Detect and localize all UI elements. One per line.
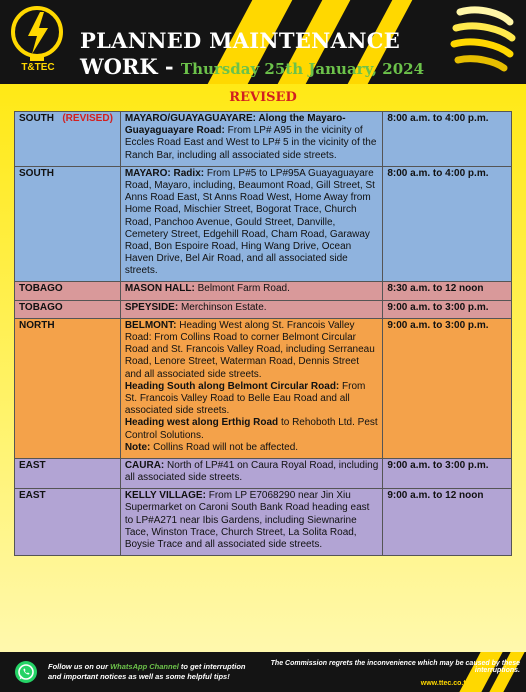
- apology-text: The Commission regrets the inconvenience which may be caused by these interruptions.: [270, 660, 520, 674]
- location-name: KELLY VILLAGE:: [124, 490, 206, 502]
- maintenance-date: Thursday 25th January, 2024: [180, 60, 425, 78]
- note-label: Note:: [124, 441, 151, 453]
- follow-text-post: to get interruption and important notices as well as some helpful tips!: [48, 662, 246, 682]
- location-cell: [120, 282, 383, 300]
- table-row: [15, 166, 512, 282]
- location-heading: Heading South along Belmont Circular Road:: [124, 380, 340, 392]
- website-link[interactable]: www.ttec.co.tt: [420, 680, 468, 687]
- area-cell: EAST: [15, 458, 121, 488]
- location-details: From St. Francois Valley Road to Belle Eau Road and all associated side streets.: [124, 380, 366, 417]
- location-cell: [120, 458, 383, 488]
- location-details: From LP#5 to LP#95A Guayaguayare Road, Mayaro, including, Beaumont Road, Gill Street, St Anns Road East, St Anns Road West, Home Away from Home Road, Mischier Street, Bogorat Trace, Church Road, Panchoo Avenue, Gould Street, Danville, Cemetery Street, Edgehill Road, Cham Road, Garaway Road, Bon Espoire Road, Hing Wang Drive, Ocean Haven Drive, Bel Air Road, and all associated side streets.: [124, 167, 375, 277]
- location-heading: Heading west along Erthig Road: [124, 417, 279, 429]
- area-revised-note: (REVISED): [62, 113, 113, 124]
- location-cell: [120, 489, 383, 556]
- time-cell: 9:00 a.m. to 12 noon: [383, 489, 512, 556]
- time-cell: 8:00 a.m. to 4:00 p.m.: [383, 166, 512, 282]
- area-cell: SOUTH: [15, 166, 121, 282]
- area-name: SOUTH: [19, 113, 54, 124]
- area-cell: TOBAGO: [15, 300, 121, 318]
- location-details: to Rehoboth Ltd. Pest Control Solutions.: [124, 417, 378, 441]
- area-cell: EAST: [15, 489, 121, 556]
- table-row: [15, 318, 512, 458]
- location-details: From LP# A95 in the vicinity of Eccles Road East and West to LP# 5 in the vicinity of the Ranch Bar, including all associated side streets.: [124, 125, 377, 161]
- time-cell: 8:30 a.m. to 12 noon: [383, 282, 512, 300]
- note-text: Collins Road will not be affected.: [150, 441, 299, 453]
- follow-text-pre: Follow us on our: [48, 662, 111, 671]
- header-banner: [0, 0, 526, 84]
- time-cell: 9:00 a.m. to 3:00 p.m.: [383, 318, 512, 458]
- location-cell: [120, 300, 383, 318]
- area-cell: TOBAGO: [15, 282, 121, 300]
- location-name: BELMONT:: [124, 319, 177, 331]
- title-work: WORK -: [80, 54, 174, 79]
- revised-label: REVISED: [229, 90, 297, 105]
- location-name: MAYARO: Radix:: [124, 167, 205, 179]
- location-details: North of LP#41 on Caura Royal Road, including all associated side streets.: [124, 459, 379, 484]
- location-details: From LP E7068290 near Jin Xiu Supermarket on Caroni South Bank Road heading east to LP#A271 near Ibis Gardens, including Siewnarine Tace, Winston Trace, Church Street, La Solita Road, Boysie Trace and all associated side streets.: [124, 490, 370, 550]
- footer-bar: [0, 652, 526, 692]
- location-details: Belmont Farm Road.: [194, 283, 290, 295]
- table-row: [15, 112, 512, 167]
- table-row: [15, 489, 512, 556]
- maintenance-table: [14, 111, 512, 556]
- location-details: Heading West along St. Francois Valley Road: From Collins Road to corner Belmont Circular Road and St. Francois Valley Road, including Serraneau Road, Lenore Street, Waterman Road, Dennis Street and all associated side streets.: [124, 319, 375, 380]
- table-row: [15, 282, 512, 300]
- whatsapp-icon[interactable]: [14, 660, 38, 684]
- whatsapp-follow-text: [48, 662, 253, 682]
- table-row: [15, 300, 512, 318]
- page-title-line1: PLANNED MAINTENANCE: [80, 28, 401, 53]
- location-name: MASON HALL:: [124, 283, 195, 295]
- time-cell: 9:00 a.m. to 3:00 p.m.: [383, 300, 512, 318]
- table-row: [15, 458, 512, 488]
- time-cell: 8:00 a.m. to 4:00 p.m.: [383, 112, 512, 167]
- time-cell: 9:00 a.m. to 3:00 p.m.: [383, 458, 512, 488]
- location-cell: [120, 166, 383, 282]
- location-cell: [120, 318, 383, 458]
- location-cell: [120, 112, 383, 167]
- area-cell: NORTH: [15, 318, 121, 458]
- logo-text: T&TEC: [21, 62, 55, 73]
- location-name: CAURA:: [124, 459, 165, 471]
- page-title-line2: [80, 54, 424, 79]
- energy-saving-bulb-icon: [440, 4, 526, 82]
- location-name: SPEYSIDE:: [124, 301, 179, 313]
- area-cell: [15, 112, 121, 167]
- whatsapp-channel-link[interactable]: WhatsApp Channel: [110, 662, 179, 671]
- location-name: MAYARO/GUAYAGUAYARE: Along the Mayaro-Guayaguayare Road:: [124, 113, 346, 137]
- location-details: Merchinson Estate.: [178, 301, 267, 313]
